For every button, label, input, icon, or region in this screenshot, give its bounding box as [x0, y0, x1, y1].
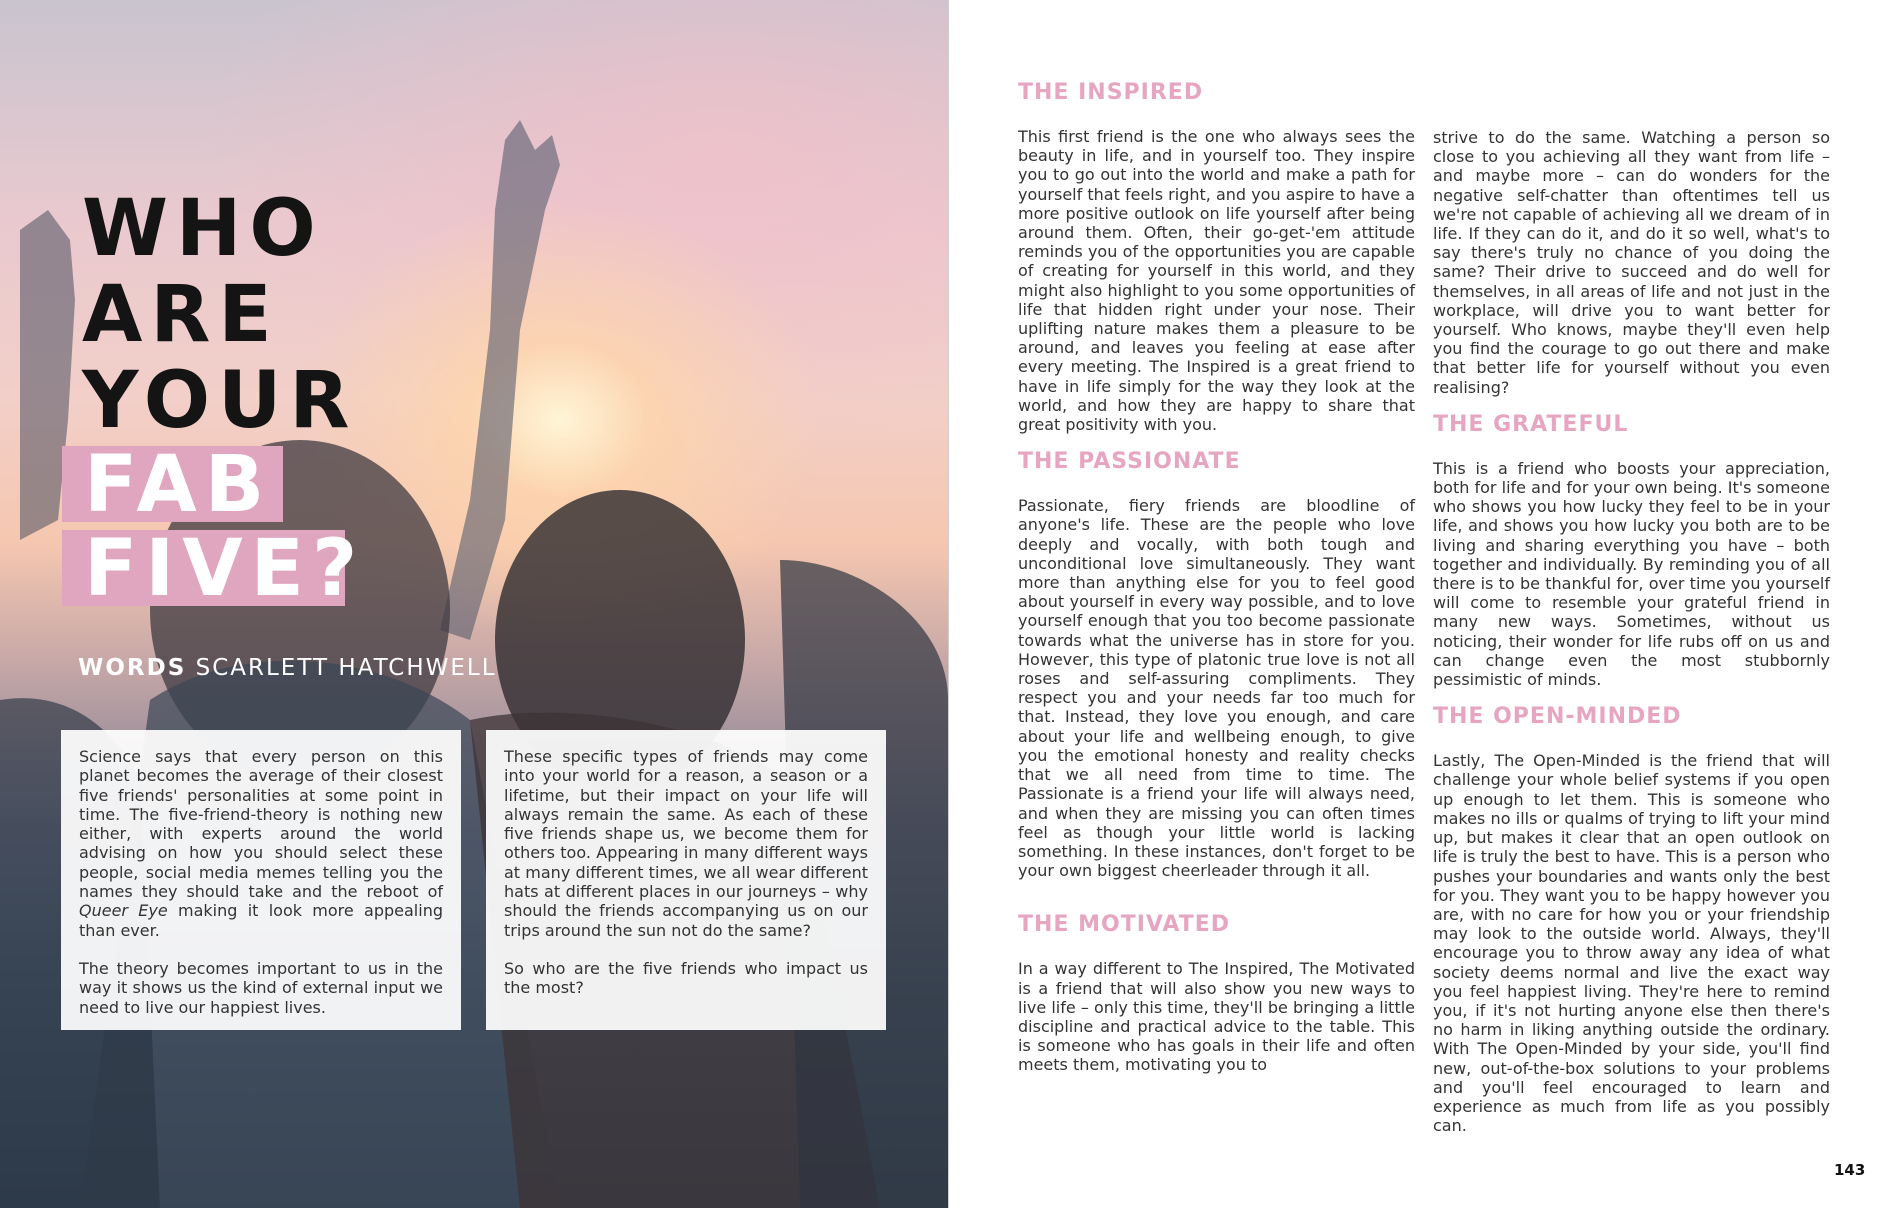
- inspired-text: This first friend is the one who always sees the beauty in life, and in yourself too. They inspire you to go out into the world and make a path for yourself that feels right, and you aspire to have a more positive outlook on life yourself after being around them. Often, their go-get-'em attitude reminds you of the opportunities you are capable of creating for yourself in this world, and they might also highlight to you some opportunities of life that hidden right under your nose. Their uplifting nature makes them a pleasure to be around, and leaves you feeling at ease after every meeting. The Inspired is a great friend to have in life simply for the way they look at the world, and how they are happy to share that great positivity with you.: [1018, 127, 1415, 435]
- hero-photo: [0, 0, 948, 1208]
- intro-box-2: [486, 730, 886, 1030]
- heading-inspired: THE INSPIRED: [1018, 80, 1204, 105]
- intro-paragraph-1: Science says that every person on this planet becomes the average of their closest five friends' personalities at some point in time. The five-friend-theory is nothing new either, with experts around the world advising on how you should select these people, social media memes telling you the names they should take and the reboot of Queer Eye making it look more appealing than ever.: [79, 747, 443, 940]
- heading-open-minded: THE OPEN-MINDED: [1433, 704, 1682, 730]
- intro-paragraph-2: The theory becomes important to us in the way it shows us the kind of external input we need to live our happiest lives.: [79, 958, 443, 1017]
- byline: [78, 655, 497, 681]
- heading-motivated: THE MOTIVATED: [1018, 912, 1231, 938]
- headline-highlight-fab: FAB: [62, 446, 283, 522]
- byline-author: SCARLETT HATCHWELL: [195, 655, 497, 681]
- headline: [82, 186, 357, 444]
- open-minded-text: Lastly, The Open-Minded is the friend that will challenge your whole belief systems if you open up enough to let them. This is someone who makes no ills or qualms of trying to lift your mind up, but makes it clear that an open outlook on life is truly the best to have. This is a person who pushes your boundaries and wants only the best for you. They want you to be happy however you are, with no care for how you or your friendship may look to the outside world. Always, they'll encourage you to throw away any idea of what society deems normal and live the exact way you feel happiest living. They're here to remind you, if it's not hurting anyone else then there's no harm in liking anything outside the ordinary. With The Open-Minded by your side, you'll find new, out-of-the-box solutions to your problems and you'll feel encouraged to learn and experience as much from life as you possibly can.: [1433, 751, 1830, 1136]
- page-divider: [948, 0, 949, 1208]
- headline-highlight-five: FIVE?: [62, 530, 345, 606]
- motivated-text-part-2: strive to do the same. Watching a person so close to you achieving all they want from life – and maybe more – can do wonders for the negative self-chatter than oftentimes tell us we're not capable of achieving all we dream of in life. If they can do it, and do it so well, what's to say there's truly no chance of you doing the same? Their drive to succeed and do well for themselves, in all areas of life and not just in the workplace, will drive you to want better for yourself. Who knows, maybe they'll even help you find the courage to go out there and make that better life for yourself without you even realising?: [1433, 128, 1830, 397]
- passionate-text: Passionate, fiery friends are bloodline of anyone's life. These are the people who love deeply and vocally, with both tough and unconditional love simultaneously. They want more than anything else for you to feel good about yourself in every way possible, and to love yourself enough that you too become passionate towards what the universe has in store for you. However, this type of platonic true love is not all roses and self-assuring compliments. They respect you and your needs far too much for that. Instead, they love you enough, and care about your life and wellbeing enough, to give you the emotional honesty and reality checks that we all need from time to time. The Passionate is a friend your life will always need, and when they are missing you can often times feel as though your little world is lacking something. In these instances, don't forget to be your own biggest cheerleader through it all.: [1018, 496, 1415, 881]
- headline-line-2: ARE: [82, 270, 280, 360]
- intro-box-1: [61, 730, 461, 1030]
- intro-paragraph-4: So who are the five friends who impact us the most?: [504, 958, 868, 998]
- heading-passionate: THE PASSIONATE: [1018, 449, 1241, 475]
- heading-grateful: THE GRATEFUL: [1433, 411, 1629, 437]
- intro-paragraph-3: These specific types of friends may come into your world for a reason, a season or a lifetime, but their impact on your life will always remain the same. As each of these five friends shape us, we become them for others too. Appearing in many different ways at many different times, we all wear different hats at different places in our journeys – why should the friends accompanying us on our trips around the sun not do the same?: [504, 747, 868, 940]
- headline-line-3: YOUR: [82, 356, 358, 446]
- show-title: Queer Eye: [79, 901, 168, 921]
- byline-label: WORDS: [78, 655, 187, 681]
- headline-line-1: WHO: [82, 184, 324, 274]
- column-1: [1018, 80, 1415, 1075]
- grateful-text: This is a friend who boosts your appreciation, both for life and for your own being. It's someone who shows you how lucky they feel to be in your life, and shows you how lucky you both are to be living and sharing everything you have – both together and individually. By reminding you of all there is to be thankful for, over time you yourself will come to resemble your grateful friend in many new ways. Sometimes, without us noticing, their wonder for life rubs off on us and can change even the most stubbornly pessimistic of minds.: [1433, 458, 1830, 690]
- column-2: [1433, 128, 1830, 1135]
- motivated-text-part-1: In a way different to The Inspired, The Motivated is a friend that will also show you new ways to live life – only this time, they'll be bringing a little discipline and practical advice to the table. This is someone who has goals in their life and often meets them, motivating you to: [1018, 959, 1415, 1075]
- page-number: 143: [1834, 1161, 1866, 1179]
